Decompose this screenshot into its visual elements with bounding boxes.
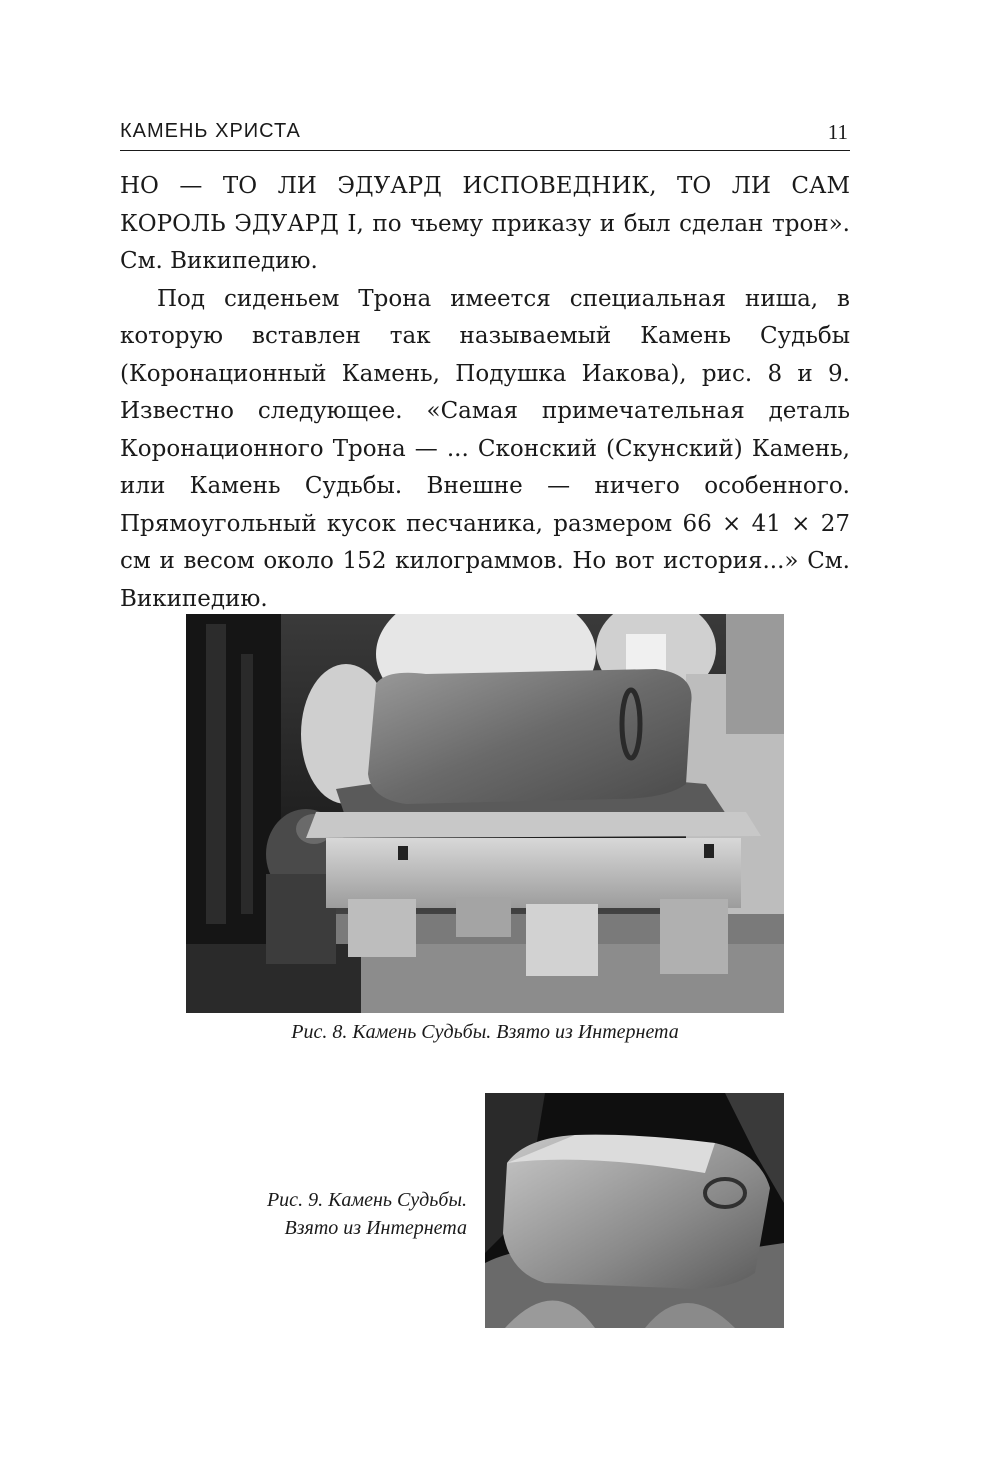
figure-9-caption-line-1: Рис. 9. Камень Судьбы. — [266, 1189, 467, 1211]
figure-8-caption: Рис. 8. Камень Судьбы. Взято из Интернета — [291, 1021, 679, 1043]
paragraph-1: НО — ТО ЛИ ЭДУАРД ИСПОВЕДНИК, ТО ЛИ САМ КОРОЛЬ ЭДУАРД I, по чьему приказу и был сделан трон». См. Википедию. — [120, 173, 850, 274]
stone-of-destiny-photo-2 — [485, 1093, 784, 1328]
stone-of-destiny-photo-1 — [186, 614, 784, 1013]
figure-9-caption — [200, 1186, 467, 1242]
figure-8-photo — [186, 614, 784, 1013]
running-title: КАМЕНЬ ХРИСТА — [120, 120, 301, 142]
figure-9-caption-line-2: Взято из Интернета — [284, 1217, 467, 1239]
body-text — [120, 168, 850, 618]
figure-9-photo — [485, 1093, 784, 1328]
paragraph-2: Под сиденьем Трона имеется специальная ниша, в которую вставлен так называемый Камень Судьбы (Коронационный Камень, Подушка Иакова), рис. 8 и 9. Известно следующее. «Самая примечательная деталь Коронационного Трона — ... Сконский (Скунский) Камень, или Камень Судьбы. Внешне — ничего особенного. Прямоугольный кусок песчаника, размером 66 × 41 × 27 см и весом около 152 килограммов. Но вот история...» См. Википедию. — [120, 285, 850, 612]
page-number: 11 — [827, 120, 848, 144]
running-header — [120, 118, 850, 151]
